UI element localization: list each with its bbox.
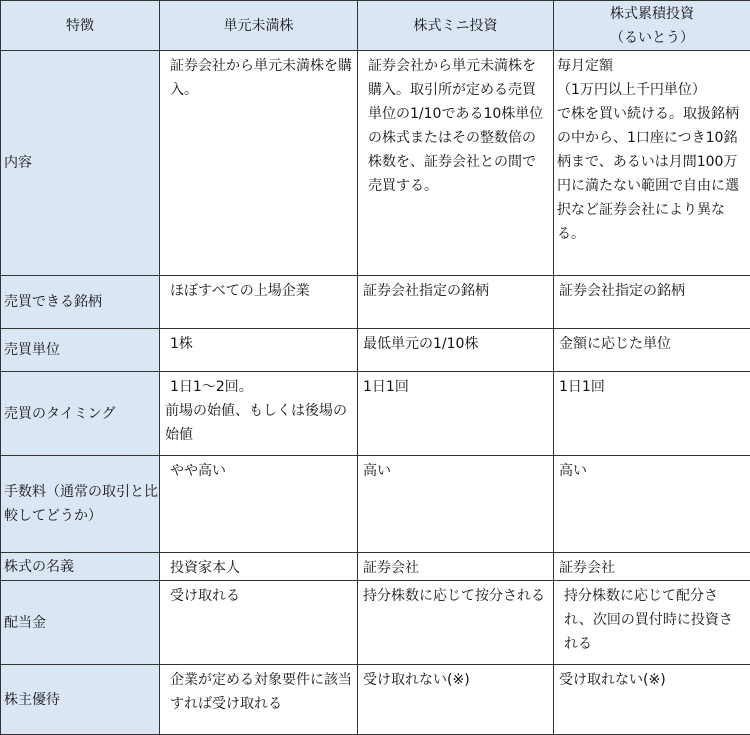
row-fee [1,456,750,553]
row-label: 売買できる銘柄 [1,276,160,329]
row-label: 配当金 [1,581,160,665]
cell-ruito: 1日1回 [554,372,750,456]
cell-mini: 証券会社 [358,553,554,581]
header-ruito-title: 株式累積投資 [554,2,750,26]
cell-ruito [554,51,750,276]
cell-ruito: 受け取れない(※) [554,665,750,735]
row-label: 内容 [1,51,160,276]
row-label: 手数料（通常の取引と比較してどうか） [1,456,160,553]
cell-ruito: 高い [554,456,750,553]
cell-ruito: 金額に応じた単位 [554,329,750,372]
cell-ruito-line1: 毎月定額 [557,54,746,78]
cell-odd-lot-rest: 前場の始値、もしくは後場の始値 [165,403,347,443]
header-feature: 特徴 [1,1,160,51]
cell-mini: 1日1回 [358,372,554,456]
row-holder [1,553,750,581]
header-mini: 株式ミニ投資 [358,1,554,51]
cell-odd-lot [160,372,358,456]
cell-odd-lot: 1株 [160,329,358,372]
cell-ruito-line2: （1万円以上千円単位） [557,78,746,102]
cell-mini: 高い [358,456,554,553]
cell-odd-lot-line1: 1日1～2回。 [165,375,353,399]
header-row [1,1,750,51]
cell-mini: 最低単元の1/10株 [358,329,554,372]
row-label: 売買単位 [1,329,160,372]
row-unit [1,329,750,372]
cell-ruito: 証券会社 [554,553,750,581]
row-benefit [1,665,750,735]
row-label: 株式の名義 [1,553,160,581]
row-label: 株主優待 [1,665,160,735]
row-dividend [1,581,750,665]
cell-mini: 受け取れない(※) [358,665,554,735]
cell-mini: 持分株数に応じて按分される [358,581,554,665]
cell-odd-lot: ほぼすべての上場企業 [160,276,358,329]
header-ruito-sub: （るいとう） [554,26,750,50]
row-timing [1,372,750,456]
cell-mini: 証券会社から単元未満株を購入。取引所が定める売買単位の1/10である10株単位の株式またはその整数倍の株数を、証券会社との間で売買する。 [358,51,554,276]
row-label: 売買のタイミング [1,372,160,456]
cell-ruito-rest: で株を買い続ける。取扱銘柄の中から、1口座につき10銘柄まで、あるいは月間100万円に満たない範囲で自由に選択など証券会社により異なる。 [557,106,739,242]
row-content [1,51,750,276]
cell-odd-lot: 企業が定める対象要件に該当すれば受け取れる [160,665,358,735]
header-ruito [554,1,750,51]
row-stocks [1,276,750,329]
cell-ruito: 証券会社指定の銘柄 [554,276,750,329]
cell-mini: 証券会社指定の銘柄 [358,276,554,329]
cell-odd-lot: やや高い [160,456,358,553]
cell-ruito: 持分株数に応じて配分され、次回の買付時に投資される [554,581,750,665]
cell-odd-lot: 投資家本人 [160,553,358,581]
cell-odd-lot: 受け取れる [160,581,358,665]
cell-odd-lot: 証券会社から単元未満株を購入。 [160,51,358,276]
header-odd-lot: 単元未満株 [160,1,358,51]
